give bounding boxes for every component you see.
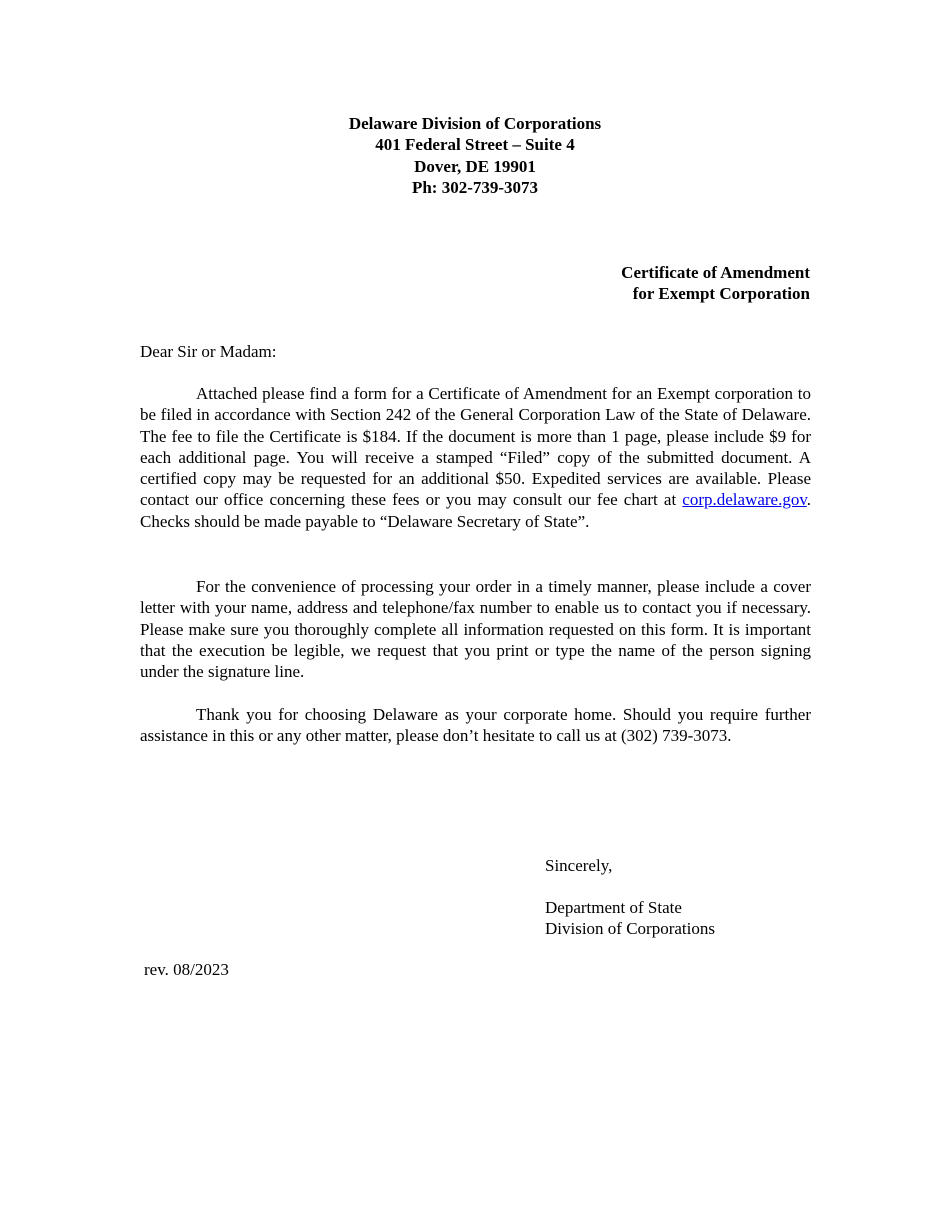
letterhead-street: 401 Federal Street – Suite 4	[375, 135, 575, 155]
paragraph-processing: For the convenience of processing your order in a timely manner, please include a cover letter with your name, address and telephone/fax number to enable us to contact you if necessary. Please make sure you thoroughly complete all information requested on this form. It is important that the execution be legible, we request that you print or type the name of the person signing under the signature line.	[140, 577, 811, 682]
letterhead-phone: Ph: 302-739-3073	[411, 177, 539, 197]
salutation: Dear Sir or Madam:	[140, 342, 277, 361]
signature-department: Department of State	[545, 898, 682, 917]
closing: Sincerely,	[545, 856, 613, 875]
corp-website-link[interactable]: corp.delaware.gov	[682, 490, 807, 510]
letterhead	[0, 113, 950, 198]
paragraph-thanks: Thank you for choosing Delaware as your corporate home. Should you require further assistance in this or any other matter, please don’t hesitate to call us at (302) 739-3073.	[140, 705, 811, 746]
document-title-line-2: for Exempt Corporation	[632, 284, 810, 304]
paragraph-fees	[140, 383, 811, 532]
signature-division: Division of Corporations	[545, 919, 715, 939]
signature-block	[545, 897, 715, 940]
paragraph-fees-text: Attached please find a form for a Certificate of Amendment for an Exempt corporation to be filed in accordance with Section 242 of the General Corporation Law of the State of Delaware. The fee to file the Certificate is $184. If the document is more than 1 page, please include $9 for each additional page. You will receive a stamped “Filed” copy of the submitted document. A certified copy may be requested for an additional $50. Expedited services are available. Please contact our office concerning these fees or you may consult our fee chart at	[140, 384, 811, 510]
document-title-line-1: Certificate of Amendment	[621, 263, 810, 282]
document-title	[410, 262, 810, 305]
revision-date: rev. 08/2023	[144, 960, 229, 979]
paragraph-fees-text-end: . Checks should be made payable to “Delaware Secretary of State”.	[140, 490, 811, 531]
letterhead-organization: Delaware Division of Corporations	[348, 114, 602, 133]
letterhead-city: Dover, DE 19901	[414, 156, 536, 176]
